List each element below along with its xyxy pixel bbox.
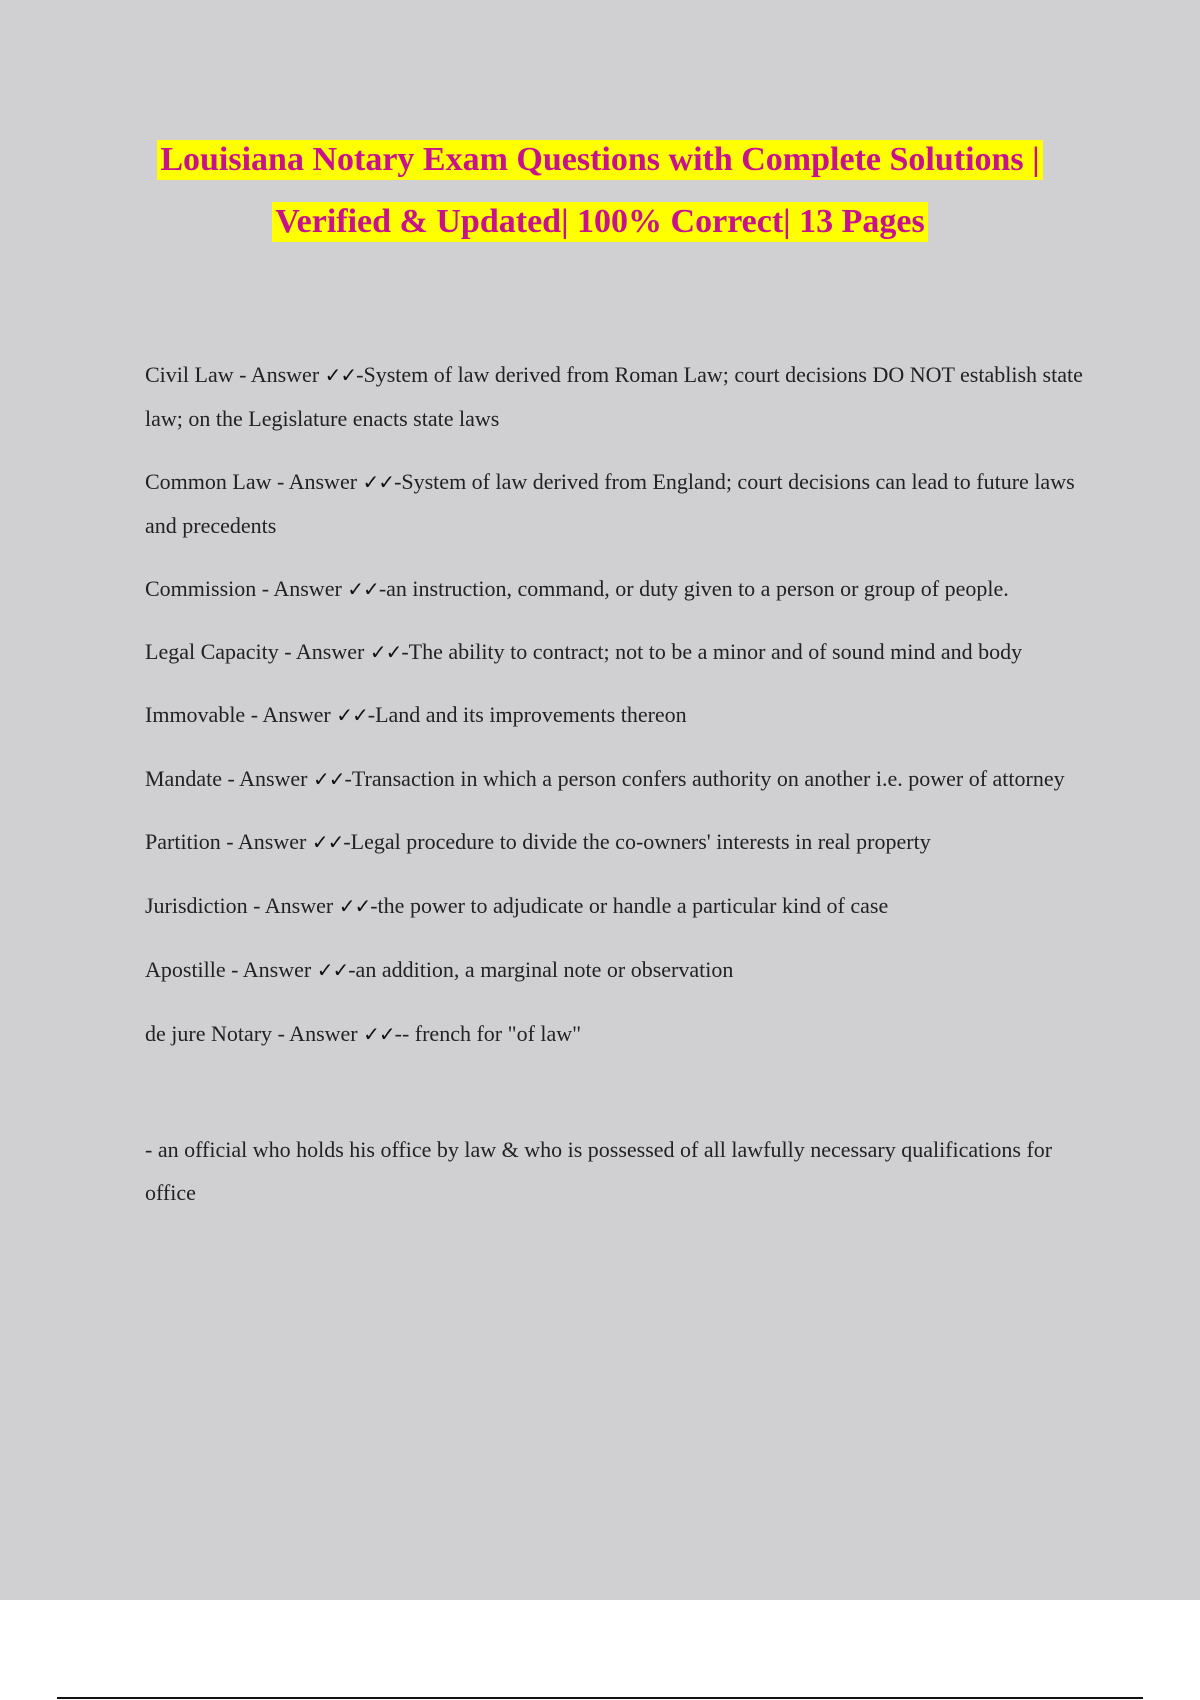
- qa-entry-commission: [145, 567, 1085, 611]
- entry-term: Common Law: [145, 469, 272, 494]
- title-line-2: Verified & Updated| 100% Correct| 13 Pages: [272, 202, 928, 242]
- double-check-icon: ✓✓: [316, 958, 349, 982]
- definition-continuation: - an official who holds his office by law & who is possessed of all lawfully necessary qualifications for office: [145, 1137, 1053, 1205]
- entry-definition: -Land and its improvements thereon: [367, 702, 687, 727]
- entry-definition: -an instruction, command, or duty given to a person or group of people.: [378, 576, 1009, 601]
- document-title: [0, 140, 1200, 264]
- entry-term: Immovable: [145, 702, 246, 727]
- entry-connector: - Answer: [247, 893, 339, 918]
- double-check-icon: ✓✓: [311, 830, 344, 854]
- entry-definition: -an addition, a marginal note or observation: [348, 957, 734, 982]
- entry-definition: -System of law derived from Roman Law; court decisions DO NOT establish state law; on the Legislature enacts state laws: [145, 362, 1083, 431]
- qa-entry-partition: [145, 820, 1085, 864]
- entry-term: Commission: [145, 576, 257, 601]
- entry-term: Apostille: [145, 957, 226, 982]
- entry-connector: - Answer: [272, 1021, 364, 1046]
- qa-entries: [145, 353, 1085, 1214]
- double-check-icon: ✓✓: [336, 703, 368, 727]
- entry-connector: - Answer: [225, 957, 317, 982]
- double-check-icon: ✓✓: [313, 767, 345, 791]
- entry-definition: -- french for "of law": [394, 1021, 582, 1046]
- entry-connector: - Answer: [220, 829, 312, 854]
- entry-connector: - Answer: [221, 766, 314, 791]
- entry-definition: -System of law derived from England; court decisions can lead to future laws and precedents: [145, 469, 1075, 538]
- double-check-icon: ✓✓: [363, 1022, 395, 1046]
- entry-term: Jurisdiction: [145, 893, 248, 918]
- double-check-icon: ✓✓: [347, 577, 379, 601]
- qa-entry-common-law: [145, 460, 1085, 548]
- qa-entry-jurisdiction: [145, 884, 1085, 928]
- entry-term: Civil Law: [145, 362, 234, 387]
- title-line-1: Louisiana Notary Exam Questions with Complete Solutions |: [157, 140, 1042, 180]
- qa-entry-civil-law: [145, 353, 1085, 441]
- entry-connector: - Answer: [278, 639, 370, 664]
- entry-connector: - Answer: [245, 702, 337, 727]
- double-check-icon: ✓✓: [369, 640, 402, 664]
- double-check-icon: ✓✓: [338, 894, 371, 918]
- entry-term: Mandate: [145, 766, 222, 791]
- entry-connector: - Answer: [271, 469, 363, 494]
- entry-term: de jure Notary: [145, 1021, 273, 1046]
- entry-definition: -The ability to contract; not to be a minor and of sound mind and body: [401, 639, 1023, 664]
- entry-connector: - Answer: [256, 576, 348, 601]
- footer-rule: [57, 1697, 1143, 1699]
- entry-connector: - Answer: [233, 362, 325, 387]
- double-check-icon: ✓✓: [324, 363, 357, 387]
- qa-entry-apostille: [145, 948, 1085, 992]
- entry-definition: -Legal procedure to divide the co-owners' interests in real property: [343, 829, 931, 854]
- blank-space: [145, 1076, 1085, 1128]
- qa-entry-de-jure-notary: [145, 1012, 1085, 1056]
- entry-term: Legal Capacity: [145, 639, 279, 664]
- qa-entry-mandate: [145, 757, 1085, 801]
- qa-entry-immovable: [145, 693, 1085, 737]
- entry-term: Partition: [145, 829, 221, 854]
- entry-definition: -Transaction in which a person confers authority on another i.e. power of attorney: [344, 766, 1065, 791]
- double-check-icon: ✓✓: [362, 470, 395, 494]
- qa-entry-legal-capacity: [145, 630, 1085, 674]
- entry-definition: -the power to adjudicate or handle a particular kind of case: [370, 893, 889, 918]
